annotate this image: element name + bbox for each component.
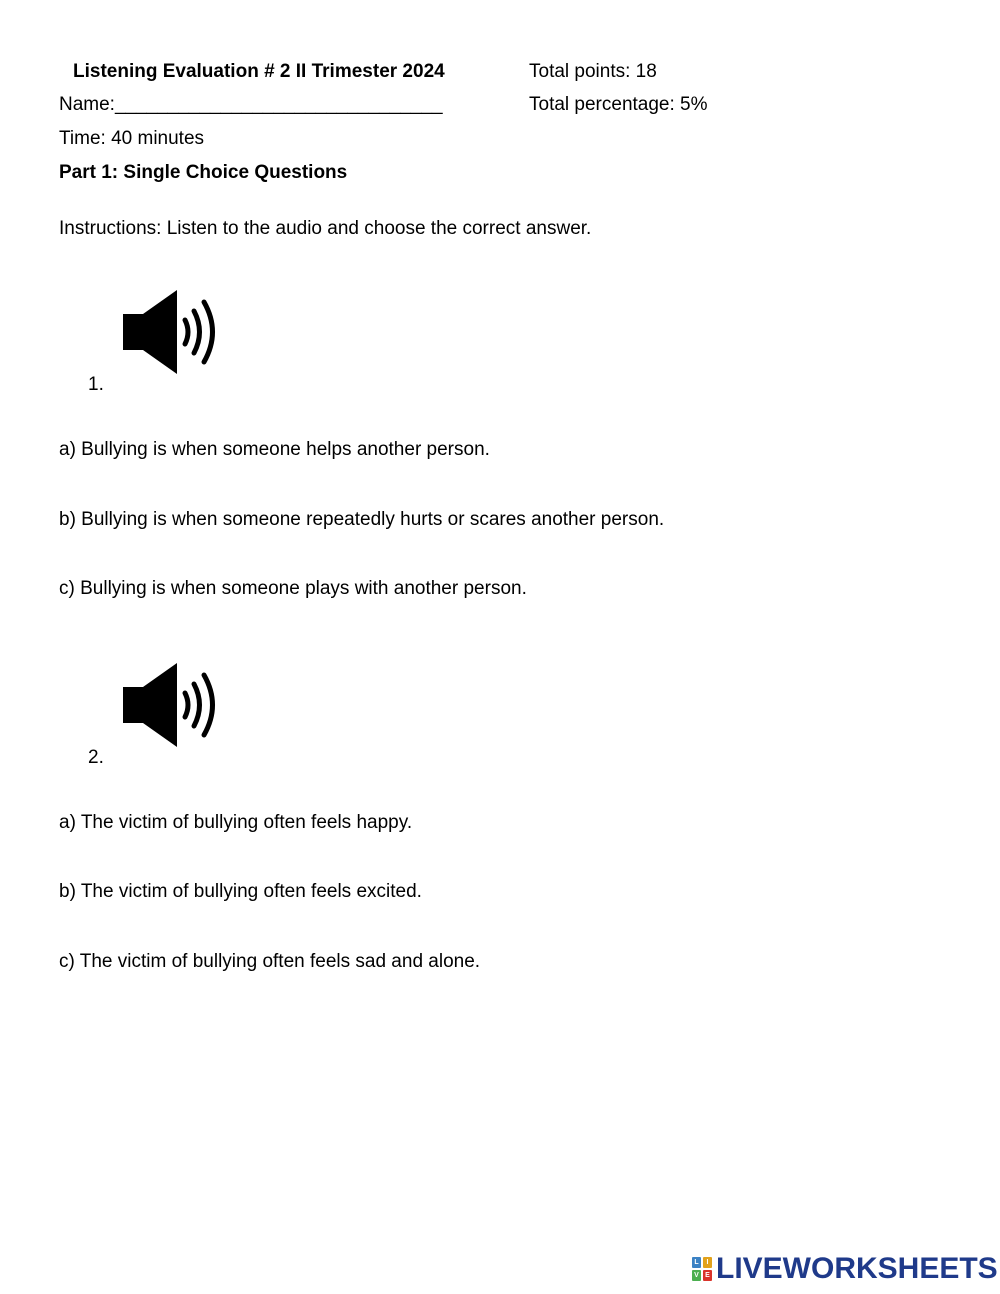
total-points: Total points: 18 xyxy=(529,61,657,82)
logo-block: I xyxy=(703,1257,712,1268)
logo-block: V xyxy=(692,1270,701,1281)
time-limit: Time: 40 minutes xyxy=(59,128,205,149)
answer-option[interactable]: b) The victim of bullying often feels excited. xyxy=(59,881,422,902)
liveworksheets-logo[interactable] xyxy=(692,1252,998,1285)
answer-option[interactable]: a) Bullying is when someone helps another person. xyxy=(59,439,490,460)
part-heading: Part 1: Single Choice Questions xyxy=(59,162,348,183)
logo-block: E xyxy=(703,1270,712,1281)
speaker-icon[interactable] xyxy=(121,290,225,376)
instructions-text: Instructions: Listen to the audio and choose the correct answer. xyxy=(59,218,592,239)
worksheet-title: Listening Evaluation # 2 II Trimester 2024 xyxy=(73,61,445,82)
name-field[interactable]: Name:_______________________________ xyxy=(59,94,443,115)
answer-option[interactable]: b) Bullying is when someone repeatedly hurts or scares another person. xyxy=(59,509,665,530)
logo-mark xyxy=(692,1257,712,1281)
answer-option[interactable]: c) The victim of bullying often feels sad and alone. xyxy=(59,951,481,972)
answer-option[interactable]: c) Bullying is when someone plays with another person. xyxy=(59,578,527,599)
question-number: 2. xyxy=(88,747,104,768)
answer-option[interactable]: a) The victim of bullying often feels happy. xyxy=(59,812,413,833)
speaker-icon[interactable] xyxy=(121,663,225,749)
question-number: 1. xyxy=(88,374,104,395)
logo-block: L xyxy=(692,1257,701,1268)
logo-text: LIVEWORKSHEETS xyxy=(716,1252,998,1285)
total-percentage: Total percentage: 5% xyxy=(529,94,708,115)
